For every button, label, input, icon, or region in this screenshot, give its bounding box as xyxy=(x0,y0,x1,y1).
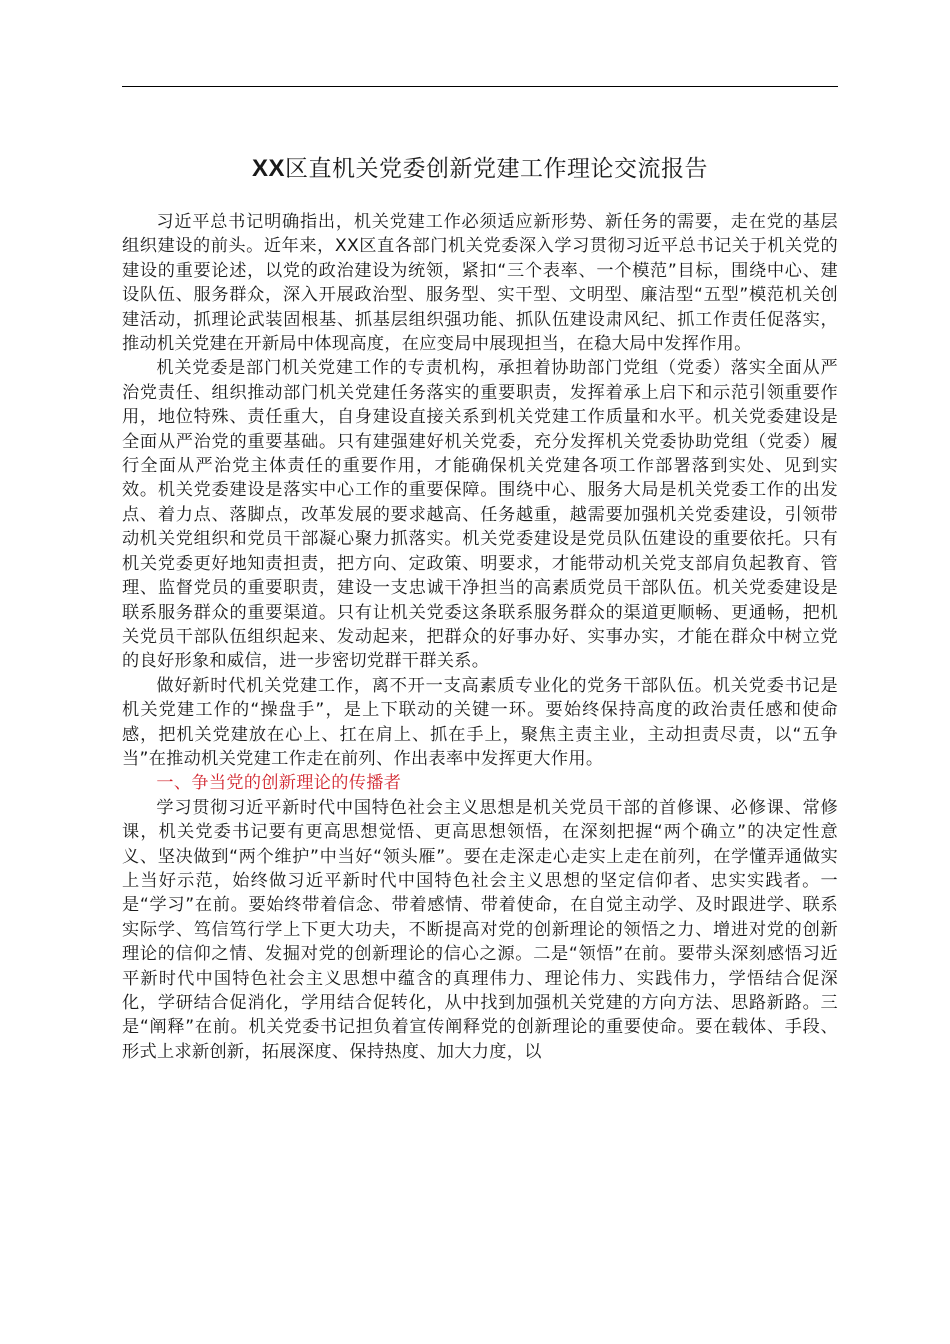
body-paragraph: 习近平总书记明确指出，机关党建工作必须适应新形势、新任务的需要，走在党的基层组织建设的前头。近年来，XX区直各部门机关党委深入学习贯彻习近平总书记关于机关党的建设的重要论述，以党的政治建设为统领，紧扣“三个表率、一个模范”目标，围绕中心、建设队伍、服务群众，深入开展政治型、服务型、实干型、文明型、廉洁型“五型”模范机关创建活动，抓理论武装固根基、抓基层组织强功能、抓队伍建设肃风纪、抓工作责任促落实，推动机关党建在开新局中体现高度，在应变局中展现担当，在稳大局中发挥作用。 xyxy=(122,212,838,355)
section-heading: 一、争当党的创新理论的传播者 xyxy=(156,773,402,794)
page-title xyxy=(122,152,838,186)
section-paragraph: 学习贯彻习近平新时代中国特色社会主义思想是机关党员干部的首修课、必修课、常修课，机关党委书记要有更高思想觉悟、更高思想领悟，在深刻把握“两个确立”的决定性意义、坚决做到“两个维护”中当好“领头雁”。要在走深走心走实上走在前列，在学懂弄通做实上当好示范，始终做习近平新时代中国特色社会主义思想的坚定信仰者、忠实实践者。一是“学习”在前。要始终带着信念、带着感情、带着使命，在自觉主动学、及时跟进学、联系实际学、笃信笃行学上下更大功夫，不断提高对党的创新理论的领悟之力、增进对党的创新理论的信仰之情、发掘对党的创新理论的信心之源。二是“领悟”在前。要带头深刻感悟习近平新时代中国特色社会主义思想中蕴含的真理伟力、理论伟力、实践伟力，学悟结合促深化，学研结合促消化，学用结合促转化，从中找到加强机关党建的方向方法、思路新路。三是“阐释”在前。机关党委书记担负着宣传阐释党的创新理论的重要使命。要在载体、手段、形式上求新创新，拓展深度、保持热度、加大力度，以 xyxy=(122,797,838,1062)
body-paragraph: 机关党委是部门机关党建工作的专责机构，承担着协助部门党组（党委）落实全面从严治党责任、组织推动部门机关党建任务落实的重要职责，发挥着承上启下和示范引领重要作用，地位特殊、责任重大，自身建设直接关系到机关党建工作质量和水平。机关党委建设是全面从严治党的重要基础。只有建强建好机关党委，充分发挥机关党委协助党组（党委）履行全面从严治党主体责任的重要作用，才能确保机关党建各项工作部署落到实处、见到实效。机关党委建设是落实中心工作的重要保障。围绕中心、服务大局是机关党委工作的出发点、着力点、落脚点，改革发展的要求越高、任务越重，越需要加强机关党委建设，引领带动机关党组织和党员干部凝心聚力抓落实。机关党委建设是党员队伍建设的重要依托。只有机关党委更好地知责担责，把方向、定政策、明要求，才能带动机关党支部肩负起教育、管理、监督党员的重要职责，建设一支忠诚干净担当的高素质党员干部队伍。机关党委建设是联系服务群众的重要渠道。只有让机关党委这条联系服务群众的渠道更顺畅、更通畅，把机关党员干部队伍组织起来、发动起来，把群众的好事办好、实事办实，才能在群众中树立党的良好形象和威信，进一步密切党群干群关系。 xyxy=(122,358,838,672)
body-paragraph: 做好新时代机关党建工作，离不开一支高素质专业化的党务干部队伍。机关党委书记是机关党建工作的“操盘手”，是上下联动的关键一环。要始终保持高度的政治责任感和使命感，把机关党建放在心上、扛在肩上、抓在手上，聚焦主责主业，主动担责尽责，以“五争当”在推动机关党建工作走在前列、作出表率中发挥更大作用。 xyxy=(122,675,838,769)
header-rule xyxy=(122,86,838,87)
document-body xyxy=(122,210,838,1064)
title-text: 区直机关党委创新党建工作理论交流报告 xyxy=(285,156,708,182)
title-prefix: XX xyxy=(251,155,285,182)
